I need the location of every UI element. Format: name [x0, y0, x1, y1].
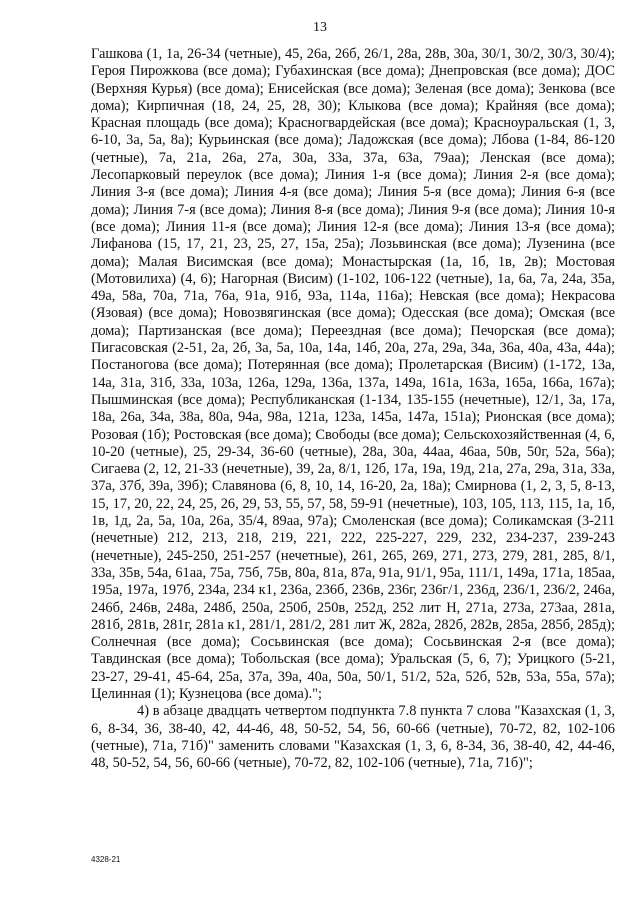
document-code: 4328-21 [91, 855, 121, 864]
amendment-paragraph: 4) в абзаце двадцать четвертом подпункта 7.8 пункта 7 слова "Казахская (1, 3, 6, 8-34, 36, 38-40, 42, 44-46, 48, 50-52, 54, 56, 60-66 (четные), 70-72, 82, 102-106 (четные), 71а, 71б)" заменить словами "Казахская (1, 3, 6, 8-34, 36, 38-40, 42, 44-46, 48, 50-52, 54, 56, 60-66 (четные), 70-72, 82, 102-106 (четные), 71а, 71б)"; [91, 703, 615, 772]
page-number: 13 [313, 20, 327, 35]
street-list-paragraph: Гашкова (1, 1а, 26-34 (четные), 45, 26а, 26б, 26/1, 28а, 28в, 30а, 30/1, 30/2, 30/3, 30/4); Героя Пирожкова (все дома); Губахинская (все дома); Днепровская (все дома); ДОС (Верхняя Курья) (все дома); Енисейская (все дома); Зеленая (все дома); Зенкова (все дома); Кирпичная (18, 24, 25, 28, 30); Клыкова (все дома); Крайняя (все дома); Красная площадь (все дома); Красногвардейская (все дома); Красноуральская (1, 3, 6-10, 3а, 5а, 8а); Курьинская (все дома); Ладожская (все дома); Лбова (1-84, 86-120 (четные), 7а, 21а, 26а, 27а, 30а, 33а, 37а, 63а, 79аа); Ленская (все дома); Лесопарковый переулок (все дома); Линия 1-я (все дома); Линия 2-я (все дома); Линия 3-я (все дома); Линия 4-я (все дома); Линия 5-я (все дома); Линия 6-я (все дома); Линия 7-я (все дома); Линия 8-я (все дома); Линия 9-я (все дома); Линия 10-я (все дома); Линия 11-я (все дома); Линия 12-я (все дома); Линия 13-я (все дома); Лифанова (15, 17, 21, 23, 25, 27, 15а, 25а); Лозьвинская (все дома); Лузенина (все дома); Малая Висимская (все дома); Монастырская (1а, 1б, 1в, 2в); Мостовая (Мотовилиха) (4, 6); Нагорная (Висим) (1-102, 106-122 (четные), 1а, 6а, 7а, 24а, 35а, 49а, 58а, 70а, 71а, 76а, 91а, 91б, 93а, 114а, 116а); Невская (все дома); Некрасова (Язовая) (все дома); Новозвягинская (все дома); Одесская (все дома); Омская (все дома); Партизанская (все дома); Переездная (все дома); Печорская (все дома); Пигасовская (2-51, 2а, 2б, 3а, 5а, 10а, 14а, 14б, 20а, 27а, 29а, 34а, 36а, 40а, 43а, 44а); Постаногова (все дома); Потерянная (все дома); Пролетарская (Висим) (1-172, 13а, 14а, 31а, 31б, 33а, 103а, 126а, 129а, 136а, 137а, 149а, 161а, 163а, 165а, 166а, 167а); Пышминская (все дома); Республиканская (1-134, 135-155 (нечетные), 12/1, 3а, 17а, 18а, 26а, 34а, 38а, 80а, 94а, 98а, 121а, 123а, 145а, 147а, 151а); Рионская (все дома); Розовая (1б); Ростовская (все дома); Свободы (все дома); Сельскохозяйственная (4, 6, 10-20 (четные), 25, 29-34, 36-60 (четные), 28а, 30а, 44аа, 46аа, 50в, 50г, 52а, 56а); Сигаева (2, 12, 21-33 (нечетные), 39, 2а, 8/1, 12б, 17а, 19а, 19д, 21а, 27а, 29а, 31а, 33а, 37а, 37б, 39а, 39б); Славянова (6, 8, 10, 14, 16-20, 2а, 18а); Смирнова (1, 2, 3, 5, 8-13, 15, 17, 20, 22, 24, 25, 26, 29, 53, 55, 57, 58, 59-91 (нечетные), 103, 105, 113, 115, 1а, 1б, 1в, 1д, 2а, 5а, 10а, 26а, 35/4, 89аа, 97а); Смоленская (все дома); Соликамская (3-211 (нечетные) 212, 213, 218, 219, 221, 222, 225-227, 229, 232, 234-237, 239-243 (нечетные), 245-250, 251-257 (нечетные), 261, 265, 269, 271, 273, 279, 281, 285, 8/1, 33а, 35в, 54а, 61аа, 75а, 75б, 75в, 80а, 81а, 87а, 91а, 91/1, 95а, 111/1, 149а, 171а, 185аа, 195а, 197а, 197б, 234а, 234 к1, 236а, 236б, 236в, 236г, 236г/1, 236д, 236/1, 236/2, 246а, 246б, 246в, 248а, 248б, 250а, 250б, 250в, 252д, 252 лит Н, 271а, 273а, 273аа, 281а, 281б, 281в, 281г, 281а к1, 281/1, 281/2, 281 лит Ж, 282а, 282б, 282в, 285а, 285б, 285д); Солнечная (все дома); Сосьвинская (все дома); Сосьвинская 2-я (все дома); Тавдинская (все дома); Тобольская (все дома); Уральская (5, 6, 7); Урицкого (5-21, 23-27, 29-41, 45-64, 25а, 37а, 39а, 40а, 50а, 50/1, 51/2, 52а, 52б, 52в, 53а, 55а, 57а); Целинная (1); Кузнецова (все дома)."; [91, 46, 615, 702]
document-body [91, 46, 615, 772]
